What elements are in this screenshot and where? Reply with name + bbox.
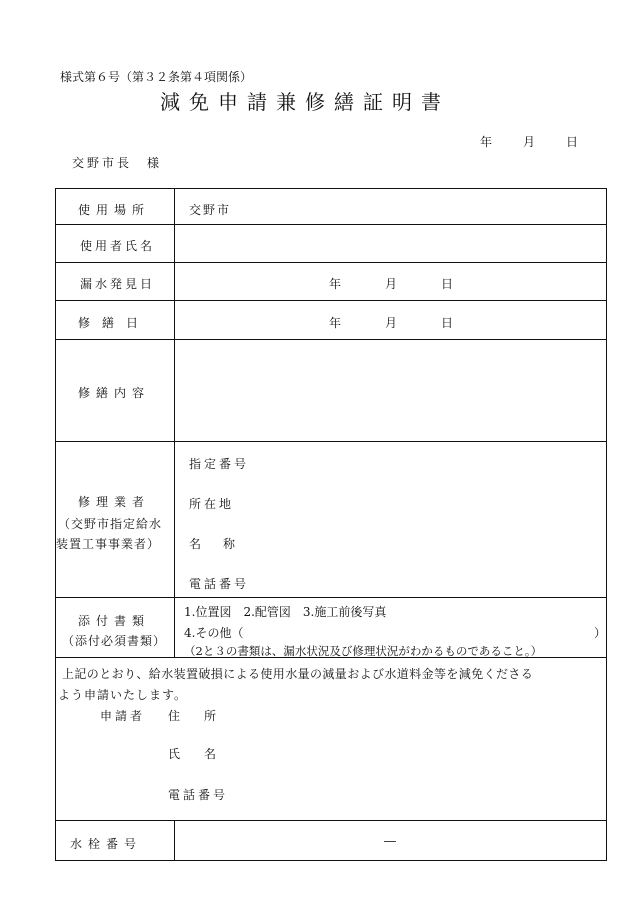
form-number: 様式第６号（第３２条第４項関係） (60, 70, 253, 84)
applicant-address-field[interactable] (240, 705, 600, 723)
attachments-label: 添付書類 (78, 614, 151, 628)
leak-month: 月 (385, 277, 398, 291)
leak-year: 年 (329, 277, 342, 291)
document-title: 減免申請兼修繕証明書 (160, 90, 450, 114)
table-line (55, 224, 607, 225)
contractor-name-label: 名 称 (189, 537, 241, 551)
user-name-label: 使用者氏名 (80, 239, 156, 253)
applicant-phone-field[interactable] (240, 784, 600, 802)
repair-content-label: 修繕内容 (78, 386, 151, 400)
repair-year: 年 (329, 316, 342, 330)
attachments-line1: 1.位置図 2.配管図 3.施工前後写真 (184, 605, 387, 619)
repair-day: 日 (441, 316, 454, 330)
contractor-address-label: 所在地 (189, 497, 235, 511)
contractor-label: 修理業者 (78, 495, 151, 509)
table-border-left (55, 188, 56, 861)
table-line (55, 860, 607, 861)
statement-line1: 上記のとおり、給水装置破損による使用水量の減量および水道料金等を減免くださる (62, 667, 534, 681)
applicant-address-label: 住 所 (168, 709, 223, 723)
table-line (55, 300, 607, 301)
contractor-sub-line1: （交野市指定給水 (58, 517, 163, 531)
attachments-line3: （2と３の書類は、漏水状況及び修理状況がわかるものであること。） (184, 644, 543, 658)
table-line (55, 820, 607, 821)
attachments-line2: 4.その他（ (184, 626, 244, 640)
applicant-label: 申請者 (100, 709, 146, 723)
designation-number-label: 指定番号 (189, 457, 250, 471)
table-line (55, 597, 607, 598)
location-value[interactable]: 交野市 (189, 203, 232, 217)
table-divider (174, 820, 175, 861)
table-line (55, 262, 607, 263)
repair-content-field[interactable] (176, 341, 604, 439)
applicant-name-field[interactable] (240, 743, 600, 761)
location-label: 使用場所 (78, 203, 151, 217)
date-year: 年 (480, 135, 493, 149)
attachments-sub: （添付必須書類） (62, 634, 167, 648)
table-line (55, 339, 607, 340)
contractor-sub-line2: 装置工事事業者） (56, 537, 161, 551)
attachments-other-field[interactable] (248, 622, 588, 638)
table-border-right (606, 188, 607, 861)
hydrant-value[interactable]: ― (384, 834, 396, 848)
date-day: 日 (566, 135, 579, 149)
leak-date-label: 漏水発見日 (80, 277, 156, 291)
leak-day: 日 (441, 277, 454, 291)
applicant-phone-label: 電話番号 (168, 788, 229, 802)
attachments-line2-close: ） (594, 626, 607, 640)
date-month: 月 (523, 135, 536, 149)
repair-date-label: 修繕日 (78, 316, 151, 330)
user-name-field[interactable] (176, 226, 604, 260)
contractor-phone-label: 電話番号 (189, 577, 250, 591)
table-divider (174, 188, 175, 658)
table-line (55, 441, 607, 442)
repair-month: 月 (385, 316, 398, 330)
statement-line2: よう申請いたします。 (58, 688, 188, 702)
addressee: 交野市長 様 (72, 156, 163, 170)
hydrant-label: 水栓番号 (70, 837, 143, 851)
applicant-name-label: 氏 名 (168, 747, 223, 761)
table-line (55, 188, 607, 189)
